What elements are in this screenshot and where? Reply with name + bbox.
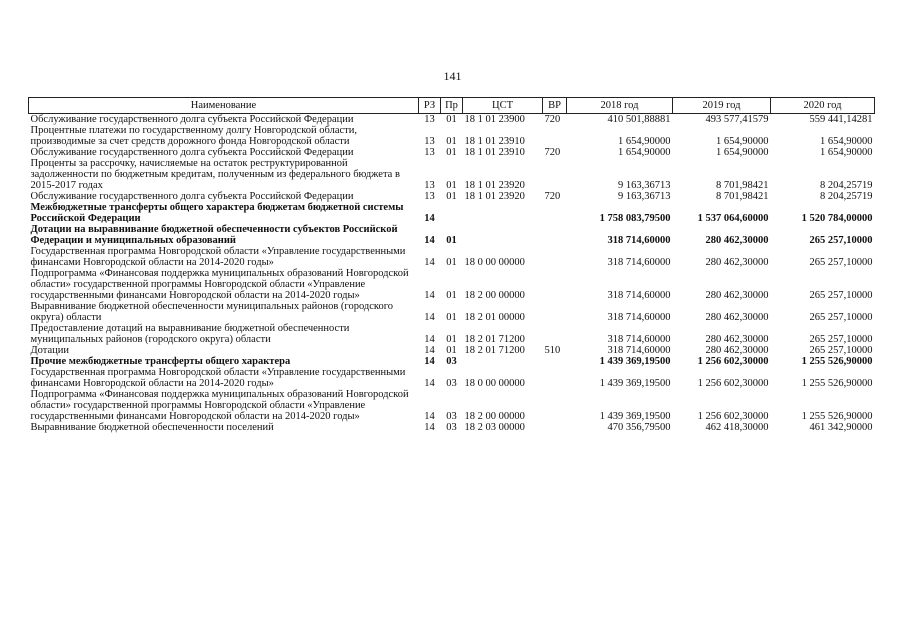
row-rz: 14 (424, 290, 435, 301)
header-vr: ВР (543, 98, 567, 114)
row-pr: 01 (446, 312, 457, 323)
row-cst: 18 2 01 71200 (464, 345, 525, 356)
row-vr (543, 422, 567, 433)
row-cst: 18 0 00 00000 (464, 378, 525, 389)
table-row (29, 389, 875, 422)
row-2019: 280 462,30000 (705, 235, 769, 246)
table-row (29, 301, 875, 323)
row-vr (543, 367, 567, 389)
row-2019: 8 701,98421 (716, 180, 769, 191)
row-pr: 01 (446, 114, 457, 125)
header-2020: 2020 год (771, 98, 875, 114)
row-2018: 9 163,36713 (618, 180, 671, 191)
row-name: Предоставление дотаций на выравнивание бюджетной обеспеченности муниципальных районов (городского округа) области (30, 323, 350, 345)
table-row (29, 323, 875, 345)
header-pr: Пр (441, 98, 463, 114)
table-row (29, 158, 875, 191)
row-cst (463, 202, 543, 224)
row-2020: 461 342,90000 (809, 422, 873, 433)
row-vr: 510 (544, 345, 561, 356)
row-pr: 03 (446, 422, 457, 433)
row-rz: 14 (424, 213, 435, 224)
row-2020: 559 441,14281 (809, 114, 873, 125)
row-cst: 18 1 01 23920 (464, 180, 525, 191)
row-rz: 13 (424, 114, 435, 125)
row-rz: 14 (424, 422, 435, 433)
row-rz: 14 (424, 312, 435, 323)
row-rz: 14 (424, 235, 435, 246)
header-name: Наименование (29, 98, 419, 114)
row-2020: 265 257,10000 (809, 345, 873, 356)
row-pr: 03 (446, 378, 457, 389)
row-cst (463, 224, 543, 246)
row-vr (543, 268, 567, 301)
row-name: Обслуживание государственного долга субъекта Российской Федерации (30, 114, 354, 125)
row-cst: 18 1 01 23910 (464, 136, 525, 147)
row-vr: 720 (544, 147, 561, 158)
row-cst: 18 2 00 00000 (464, 411, 525, 422)
header-rz: РЗ (419, 98, 441, 114)
row-2020: 265 257,10000 (809, 312, 873, 323)
row-2020: 265 257,10000 (809, 334, 873, 345)
row-pr: 01 (446, 235, 457, 246)
row-2020: 1 255 526,90000 (801, 378, 873, 389)
row-2018: 318 714,60000 (607, 290, 671, 301)
row-name: Дотации (30, 345, 70, 356)
row-name: Государственная программа Новгородской области «Управление государственными финансами Новгородской области на 2014-2020 годы» (30, 246, 406, 268)
row-2020: 1 255 526,90000 (801, 356, 873, 367)
row-name: Проценты за рассрочку, начисляемые на остаток реструктурированной задолженности по бюджетным кредитам, полученным из федерального бюджета в 2015-2017 годах (30, 158, 400, 191)
row-rz: 14 (424, 345, 435, 356)
row-2019: 462 418,30000 (705, 422, 769, 433)
row-rz: 13 (424, 191, 435, 202)
row-2018: 1 654,90000 (618, 147, 671, 158)
row-vr: 720 (544, 114, 561, 125)
row-vr: 720 (544, 191, 561, 202)
row-2019: 8 701,98421 (716, 191, 769, 202)
row-rz: 13 (424, 147, 435, 158)
row-2020: 265 257,10000 (809, 290, 873, 301)
row-2020: 1 654,90000 (820, 136, 873, 147)
row-2018: 9 163,36713 (618, 191, 671, 202)
row-vr (543, 125, 567, 147)
row-pr: 01 (446, 180, 457, 191)
header-cst: ЦСТ (463, 98, 543, 114)
row-name: Межбюджетные трансферты общего характера бюджетам бюджетной системы Российской Федерации (30, 202, 404, 224)
row-name: Обслуживание государственного долга субъекта Российской Федерации (30, 147, 354, 158)
header-2019: 2019 год (673, 98, 771, 114)
row-2019: 1 256 602,30000 (697, 356, 769, 367)
row-2019: 1 654,90000 (716, 136, 769, 147)
row-pr: 01 (446, 345, 457, 356)
row-cst: 18 1 01 23900 (464, 114, 525, 125)
row-name: Выравнивание бюджетной обеспеченности муниципальных районов (городского округа) области (30, 301, 394, 323)
row-cst: 18 0 00 00000 (464, 257, 525, 268)
row-vr (543, 158, 567, 191)
row-2019: 1 256 602,30000 (697, 411, 769, 422)
row-2020: 1 654,90000 (820, 147, 873, 158)
row-2018: 1 758 083,79500 (599, 213, 671, 224)
row-2018: 1 439 369,19500 (599, 378, 671, 389)
row-2018: 318 714,60000 (607, 334, 671, 345)
row-2018: 1 654,90000 (618, 136, 671, 147)
row-vr (543, 323, 567, 345)
row-pr: 03 (446, 356, 457, 367)
row-2020: 265 257,10000 (809, 257, 873, 268)
table-row (29, 345, 875, 356)
row-2018: 470 356,79500 (607, 422, 671, 433)
row-2018: 318 714,60000 (607, 345, 671, 356)
row-name: Дотации на выравнивание бюджетной обеспеченности субъектов Российской Федерации и муниципальных образований (30, 224, 398, 246)
row-2018: 318 714,60000 (607, 235, 671, 246)
row-2018: 318 714,60000 (607, 257, 671, 268)
row-2019: 1 256 602,30000 (697, 378, 769, 389)
table-row (29, 147, 875, 158)
row-2018: 410 501,88881 (607, 114, 671, 125)
row-vr (543, 246, 567, 268)
row-2020: 265 257,10000 (809, 235, 873, 246)
table-body (29, 114, 875, 434)
row-cst: 18 1 01 23920 (464, 191, 525, 202)
row-cst: 18 2 00 00000 (464, 290, 525, 301)
row-2018: 1 439 369,19500 (599, 411, 671, 422)
header-2018: 2018 год (567, 98, 673, 114)
row-2019: 280 462,30000 (705, 312, 769, 323)
row-cst: 18 2 03 00000 (464, 422, 525, 433)
table-row (29, 114, 875, 126)
row-rz: 13 (424, 180, 435, 191)
row-pr: 01 (446, 191, 457, 202)
row-name: Выравнивание бюджетной обеспеченности поселений (30, 422, 274, 433)
table-header-row (29, 98, 875, 114)
row-rz: 13 (424, 136, 435, 147)
table-row (29, 191, 875, 202)
row-vr (543, 356, 567, 367)
row-2020: 8 204,25719 (820, 180, 873, 191)
table-row (29, 202, 875, 224)
row-2019: 1 537 064,60000 (697, 213, 769, 224)
table-row (29, 422, 875, 433)
table-row (29, 246, 875, 268)
row-pr: 01 (446, 290, 457, 301)
row-2020: 1 255 526,90000 (801, 411, 873, 422)
page-number: 141 (443, 69, 462, 83)
row-rz: 14 (424, 257, 435, 268)
row-rz: 14 (424, 356, 435, 367)
row-2019: 493 577,41579 (705, 114, 769, 125)
row-rz: 14 (424, 334, 435, 345)
row-rz: 14 (424, 378, 435, 389)
row-cst (463, 356, 543, 367)
row-vr (543, 224, 567, 246)
row-pr: 01 (446, 136, 457, 147)
row-name: Государственная программа Новгородской области «Управление государственными финансами Новгородской области на 2014-2020 годы» (30, 367, 406, 389)
table-row (29, 224, 875, 246)
row-rz: 14 (424, 411, 435, 422)
row-name: Прочие межбюджетные трансферты общего характера (30, 356, 291, 367)
row-2019: 1 654,90000 (716, 147, 769, 158)
row-cst: 18 2 01 71200 (464, 334, 525, 345)
table-row (29, 356, 875, 367)
row-cst: 18 1 01 23910 (464, 147, 525, 158)
row-name: Подпрограмма «Финансовая поддержка муниципальных образований Новгородской области» государственной программы Новгородской области «Управление государственными финансами Новгородской области на 2014-2020 годы» (30, 268, 409, 301)
row-2019: 280 462,30000 (705, 290, 769, 301)
row-2020: 8 204,25719 (820, 191, 873, 202)
row-cst: 18 2 01 00000 (464, 312, 525, 323)
row-pr: 01 (446, 257, 457, 268)
row-vr (543, 389, 567, 422)
row-pr (441, 202, 463, 224)
row-name: Подпрограмма «Финансовая поддержка муниципальных образований Новгородской области» государственной программы Новгородской области «Управление государственными финансами Новгородской области на 2014-2020 годы» (30, 389, 409, 422)
row-2018: 1 439 369,19500 (599, 356, 671, 367)
row-pr: 03 (446, 411, 457, 422)
row-2019: 280 462,30000 (705, 334, 769, 345)
row-vr (543, 202, 567, 224)
row-2019: 280 462,30000 (705, 345, 769, 356)
row-pr: 01 (446, 147, 457, 158)
table-row (29, 367, 875, 389)
row-2020: 1 520 784,00000 (801, 213, 873, 224)
row-2018: 318 714,60000 (607, 312, 671, 323)
row-vr (543, 301, 567, 323)
row-pr: 01 (446, 334, 457, 345)
row-2019: 280 462,30000 (705, 257, 769, 268)
row-name: Обслуживание государственного долга субъекта Российской Федерации (30, 191, 354, 202)
table-row (29, 125, 875, 147)
budget-table (28, 97, 875, 433)
row-name: Процентные платежи по государственному долгу Новгородской области, производимые за счет средств дорожного фонда Новгородской области (30, 125, 357, 147)
table-row (29, 268, 875, 301)
